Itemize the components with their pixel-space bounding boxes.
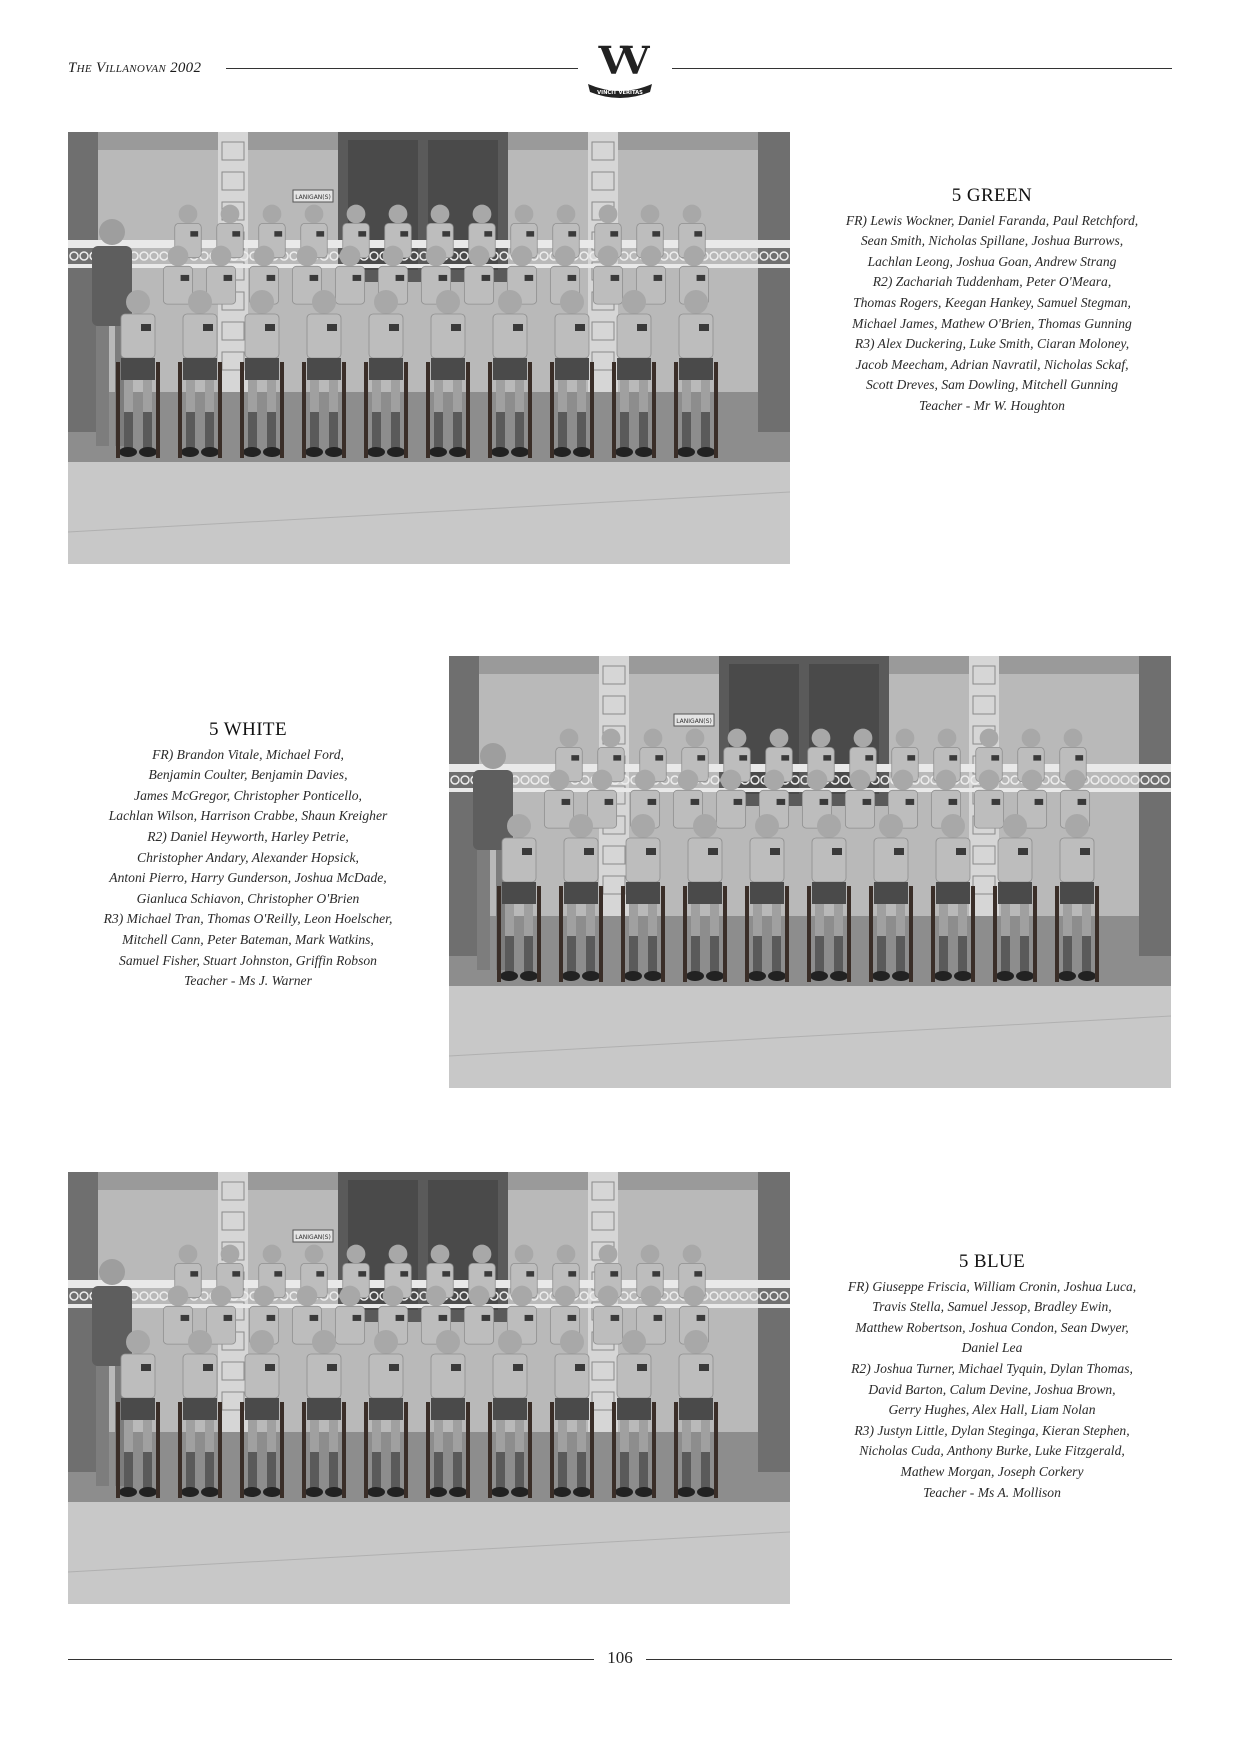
school-crest-logo (578, 40, 662, 102)
class-caption-line: R3) Michael Tran, Thomas O'Reilly, Leon Hoelscher, (103, 911, 393, 927)
building-sign-text: LANIGAN(S) (295, 194, 331, 201)
publication-the: The (68, 60, 92, 76)
class-caption-line: Daniel Lea (961, 1340, 1023, 1356)
publication-header (68, 60, 201, 77)
class-caption-line: R2) Daniel Heyworth, Harley Petrie, (147, 828, 349, 844)
teacher-name: Teacher - Ms J. Warner (184, 973, 312, 989)
class-photo-5-white (449, 656, 1171, 1088)
class-caption-line: Gerry Hughes, Alex Hall, Liam Nolan (888, 1402, 1096, 1418)
footer-rule-right (646, 1659, 1172, 1660)
class-caption-line: David Barton, Calum Devine, Joshua Brown, (868, 1381, 1116, 1397)
class-caption-line: Michael James, Mathew O'Brien, Thomas Gunning (852, 315, 1132, 331)
publication-name: Villanovan (95, 60, 166, 76)
class-caption-line: Scott Dreves, Sam Dowling, Mitchell Gunning (865, 377, 1119, 393)
class-caption-line: R3) Justyn Little, Dylan Steginga, Kieran Stephen, (854, 1422, 1130, 1438)
crest-letters: VV (598, 40, 642, 83)
class-caption-line: R3) Alex Duckering, Luke Smith, Ciaran Moloney, (854, 336, 1130, 352)
class-caption-line: Antoni Pierro, Harry Gunderson, Joshua McDade, (109, 870, 387, 886)
class-caption-line: Sean Smith, Nicholas Spillane, Joshua Burrows, (860, 233, 1124, 249)
class-caption-line: Christopher Andary, Alexander Hopsick, (137, 849, 359, 865)
class-caption-line: Samuel Fisher, Stuart Johnston, Griffin Robson (119, 952, 377, 968)
class-caption-line: Nicholas Cuda, Anthony Burke, Luke Fitzgerald, (859, 1443, 1125, 1459)
class-caption-line: FR) Giuseppe Friscia, William Cronin, Joshua Luca, (847, 1278, 1137, 1294)
class-caption-line: Gianluca Schiavon, Christopher O'Brien (136, 890, 360, 906)
class-caption-line: R2) Joshua Turner, Michael Tyquin, Dylan Thomas, (851, 1360, 1133, 1376)
class-caption-line: Jacob Meecham, Adrian Navratil, Nicholas Sckaf, (855, 356, 1129, 372)
class-caption-line: Lachlan Leong, Joshua Goan, Andrew Strang (867, 253, 1117, 269)
class-caption-line: Travis Stella, Samuel Jessop, Bradley Ewin, (872, 1299, 1112, 1315)
header-rule-left (226, 68, 578, 69)
class-caption-5-blue (812, 1252, 1172, 1503)
class-photo-5-green (68, 132, 790, 564)
class-photo-5-blue (68, 1172, 790, 1604)
class-caption-5-green (812, 186, 1172, 417)
class-caption-line: Mathew Morgan, Joseph Corkery (900, 1463, 1084, 1479)
page-number: 106 (607, 1648, 633, 1667)
footer-rule-left (68, 1659, 594, 1660)
class-caption-line: James McGregor, Christopher Ponticello, (134, 787, 362, 803)
teacher-name: Teacher - Ms A. Mollison (923, 1484, 1061, 1500)
header-rule-right (672, 68, 1172, 69)
class-caption-line: Lachlan Wilson, Harrison Crabbe, Shaun Kreigher (108, 808, 388, 824)
class-title: 5 WHITE (209, 719, 287, 740)
class-caption-line: FR) Brandon Vitale, Michael Ford, (152, 746, 344, 762)
class-title: 5 GREEN (951, 185, 1033, 206)
class-caption-5-white (68, 720, 428, 992)
publication-year: 2002 (170, 60, 202, 76)
building-sign-text: LANIGAN(S) (676, 718, 712, 725)
class-caption-line: R2) Zachariah Tuddenham, Peter O'Meara, (872, 274, 1112, 290)
teacher-name: Teacher - Mr W. Houghton (919, 397, 1065, 413)
building-sign-text: LANIGAN(S) (295, 1234, 331, 1241)
crest-motto: VINCIT VERITAS (597, 90, 643, 96)
class-caption-line: Mitchell Cann, Peter Bateman, Mark Watkins, (122, 931, 374, 947)
class-title: 5 BLUE (958, 1251, 1026, 1272)
class-caption-line: Matthew Robertson, Joshua Condon, Sean Dwyer, (855, 1319, 1129, 1335)
class-caption-line: FR) Lewis Wockner, Daniel Faranda, Paul Retchford, (845, 212, 1139, 228)
class-caption-line: Benjamin Coulter, Benjamin Davies, (148, 767, 348, 783)
class-caption-line: Thomas Rogers, Keegan Hankey, Samuel Stegman, (853, 294, 1131, 310)
